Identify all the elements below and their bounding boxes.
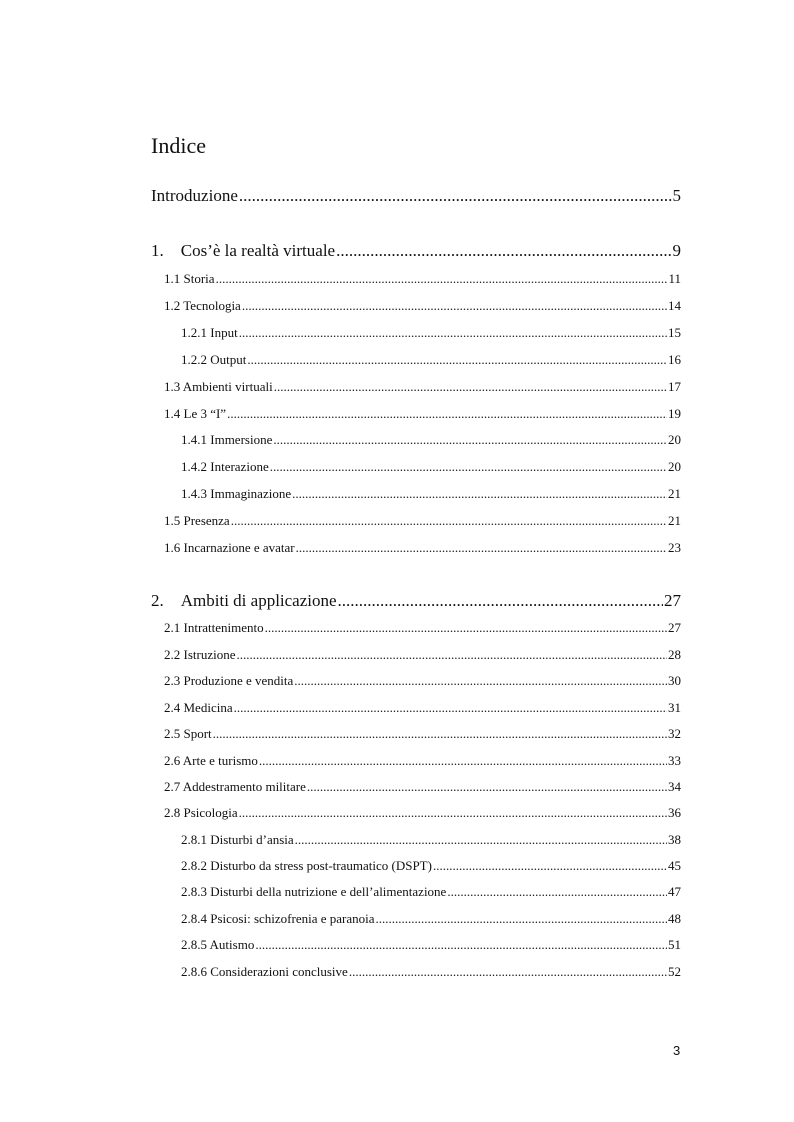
toc-entry-1-4-2[interactable] [181,459,681,475]
toc-entry-2-8-4[interactable] [181,911,681,927]
toc-entry-page: 36 [668,805,681,820]
toc-entry-2-8-2[interactable] [181,858,681,874]
toc-entry-label: 1.2.2 Output [181,352,247,367]
toc-entry-page: 31 [668,700,681,715]
toc-entry-1-3[interactable] [164,379,681,395]
toc-entry-label: 2.8 Psicologia [164,805,238,820]
toc-entry-page: 21 [668,486,681,501]
toc-leader-dots [292,486,667,502]
toc-entry-2-3[interactable] [164,673,681,689]
toc-entry-1-2-2[interactable] [181,352,681,368]
toc-entry-page: 38 [668,832,681,847]
toc-leader-dots [376,911,668,927]
toc-entry-page: 48 [668,911,681,926]
toc-entry-label: 1.1 Storia [164,271,215,286]
toc-entry-label: 2.2 Istruzione [164,647,236,662]
toc-entry-page: 28 [668,647,681,662]
toc-leader-dots [270,459,667,475]
page-title: Indice [151,133,206,158]
toc-leader-dots [433,858,667,874]
toc-entry-label: 2.5 Sport [164,726,212,741]
toc-entry-1-4-1[interactable] [181,432,681,448]
toc-entry-page: 27 [664,591,681,610]
toc-entry-label: 2.3 Produzione e vendita [164,673,294,688]
toc-entry-label: 2.8.3 Disturbi della nutrizione e dell’alimentazione [181,884,447,899]
page-number: 3 [673,1043,681,1058]
toc-leader-dots [336,241,671,261]
toc-entry-label: 2.8.2 Disturbo da stress post-traumatico (DSPT) [181,858,432,873]
toc-entry-page: 52 [668,964,681,979]
toc-entry-2-8-6[interactable] [181,964,681,980]
toc-entry-2-4[interactable] [164,700,681,716]
toc-entry-chapter-2[interactable] [151,591,681,611]
toc-leader-dots [239,805,667,821]
toc-leader-dots [255,937,667,953]
toc-leader-dots [242,298,667,314]
toc-entry-label: 2.8.6 Considerazioni conclusive [181,964,348,979]
toc-entry-page: 27 [668,620,681,635]
toc-entry-page: 47 [668,884,681,899]
toc-entry-label: 2. Ambiti di applicazione [151,591,337,610]
toc-entry-label: 1.6 Incarnazione e avatar [164,540,295,555]
toc-leader-dots [247,352,667,368]
toc-entry-label: 1.4 Le 3 “I” [164,406,227,421]
toc-entry-page: 19 [668,406,681,421]
toc-leader-dots [296,540,667,556]
toc-leader-dots [236,647,667,663]
toc-leader-dots [259,753,667,769]
toc-entry-page: 9 [672,241,681,260]
toc-leader-dots [234,700,667,716]
toc-leader-dots [231,513,667,529]
toc-entry-page: 33 [668,753,681,768]
toc-entry-label: 2.8.5 Autismo [181,937,255,952]
toc-entry-page: 51 [668,937,681,952]
toc-entry-page: 45 [668,858,681,873]
toc-leader-dots [239,325,667,341]
toc-entry-label: 1.4.1 Immersione [181,432,273,447]
toc-entry-label: 2.1 Intrattenimento [164,620,264,635]
toc-entry-page: 34 [668,779,681,794]
toc-entry-page: 15 [668,325,681,340]
toc-leader-dots [265,620,667,636]
toc-entry-1-2[interactable] [164,298,681,314]
toc-leader-dots [294,673,667,689]
toc-entry-1-2-1[interactable] [181,325,681,341]
toc-entry-label: 2.8.4 Psicosi: schizofrenia e paranoia [181,911,375,926]
toc-entry-label: 1.4.3 Immaginazione [181,486,292,501]
toc-leader-dots [338,591,663,611]
toc-leader-dots [227,406,667,422]
toc-leader-dots [447,884,667,900]
toc-entry-page: 32 [668,726,681,741]
toc-entry-label: 1.4.2 Interazione [181,459,269,474]
toc-entry-page: 14 [668,298,681,313]
toc-entry-introduzione[interactable] [151,186,681,206]
toc-entry-page: 21 [668,513,681,528]
toc-leader-dots [213,726,667,742]
toc-entry-page: 20 [668,459,681,474]
toc-entry-page: 30 [668,673,681,688]
toc-entry-2-2[interactable] [164,647,681,663]
toc-entry-page: 16 [668,352,681,367]
toc-leader-dots [216,271,668,287]
toc-entry-label: 1. Cos’è la realtà virtuale [151,241,336,260]
toc-entry-2-8-5[interactable] [181,937,681,953]
toc-entry-chapter-1[interactable] [151,241,681,261]
toc-entry-2-8[interactable] [164,805,681,821]
toc-entry-label: 2.4 Medicina [164,700,233,715]
toc-entry-page: 20 [668,432,681,447]
toc-entry-2-7[interactable] [164,779,681,795]
toc-entry-page: 11 [668,271,681,286]
toc-entry-label: 1.3 Ambienti virtuali [164,379,273,394]
toc-entry-label: 1.2.1 Input [181,325,238,340]
toc-entry-label: 1.2 Tecnologia [164,298,241,313]
toc-entry-1-4[interactable] [164,406,681,422]
toc-entry-2-1[interactable] [164,620,681,636]
toc-entry-page: 5 [672,186,681,205]
toc-entry-2-8-1[interactable] [181,832,681,848]
toc-entry-2-6[interactable] [164,753,681,769]
toc-entry-page: 23 [668,540,681,555]
toc-entry-2-8-3[interactable] [181,884,681,900]
toc-leader-dots [274,379,667,395]
toc-entry-label: 2.7 Addestramento militare [164,779,306,794]
toc-leader-dots [307,779,667,795]
toc-entry-label: 2.6 Arte e turismo [164,753,258,768]
toc-entry-label: Introduzione [151,186,238,205]
toc-leader-dots [239,186,672,206]
toc-entry-1-1[interactable] [164,271,681,287]
toc-entry-label: 2.8.1 Disturbi d’ansia [181,832,294,847]
toc-entry-page: 17 [668,379,681,394]
toc-entry-1-4-3[interactable] [181,486,681,502]
toc-leader-dots [273,432,667,448]
toc-entry-1-6[interactable] [164,540,681,556]
toc-leader-dots [349,964,667,980]
toc-entry-2-5[interactable] [164,726,681,742]
toc-leader-dots [295,832,667,848]
toc-entry-1-5[interactable] [164,513,681,529]
toc-entry-label: 1.5 Presenza [164,513,230,528]
